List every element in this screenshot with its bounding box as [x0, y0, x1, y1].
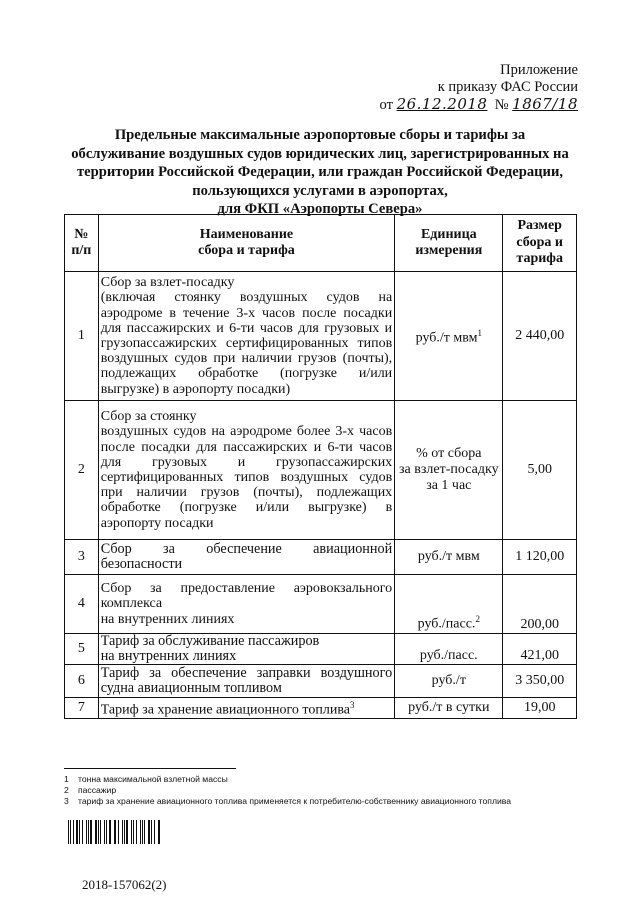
table-row: [65, 540, 577, 575]
row-name-l1: Тариф за обслуживание пассажиров: [100, 633, 320, 649]
appendix-line1: Приложение: [500, 62, 578, 78]
footnote-number: 3: [64, 796, 69, 807]
row-unit-l2: за взлет-посадку: [399, 462, 499, 477]
header-name: [98, 215, 395, 272]
barcode-bar: [115, 820, 116, 844]
barcode-bar: [131, 820, 132, 844]
row-unit: руб./т в сутки: [395, 698, 503, 719]
footnote-text: тонна максимальной взлетной массы: [78, 774, 228, 784]
row-unit-l1: % от сбора: [416, 446, 482, 461]
header-num: [65, 215, 99, 272]
header-name-l2: сбора и тарифа: [198, 243, 295, 258]
barcode-bar: [154, 820, 155, 844]
title-line4: пользующихся услугами в аэропортах,: [192, 182, 448, 199]
barcode-bar: [76, 820, 78, 844]
number-prefix: №: [494, 97, 509, 113]
barcode-bar: [109, 820, 111, 844]
row-unit: руб./т: [395, 665, 503, 698]
header-value: [503, 215, 577, 272]
header-unit-l1: Единица: [420, 226, 477, 242]
table-header-row: [65, 215, 577, 272]
row-value: 1 120,00: [503, 540, 577, 575]
row-unit: [395, 575, 503, 634]
row-name-title: Сбор за взлет-посадку: [100, 275, 235, 291]
row-number: 2: [65, 401, 99, 540]
footnote-text: тариф за хранение авиационного топлива применяется к потребителю-собственнику авиационного топлива: [78, 796, 512, 807]
row-number: 5: [65, 634, 99, 665]
row-number: 1: [65, 272, 99, 401]
footnote-item: [64, 796, 511, 807]
table-row: [65, 272, 577, 401]
footnote-divider: [64, 768, 236, 769]
row-name: Тариф за обеспечение заправки воздушного судна авиационным топливом: [98, 665, 395, 698]
row-name: [98, 272, 395, 401]
barcode-bar: [98, 820, 99, 844]
footnote-number: 1: [64, 774, 69, 784]
row-unit-l3: за 1 час: [426, 478, 472, 493]
table-row: [65, 575, 577, 634]
row-name-body: воздушных судов на аэродроме более 3-х часов после посадки для пассажирских и 6-ти часов для грузовых и грузопассажирских сертифицированных типов воздушных судов при наличии грузов (почты), подлежащих обработке (погрузке и/или выгрузке) в аэропорту посадки: [100, 424, 393, 531]
barcode-bar: [122, 820, 123, 844]
footnote-ref: 3: [349, 700, 355, 711]
barcode-bar: [104, 820, 105, 844]
row-value: 19,00: [503, 698, 577, 719]
barcode: [68, 820, 162, 844]
row-name: Сбор за обеспечение авиационной безопасности: [98, 540, 395, 575]
row-unit-text: руб./пасс.: [417, 617, 476, 632]
barcode-bar: [90, 820, 91, 844]
barcode-bar: [144, 820, 145, 844]
barcode-bar: [86, 820, 87, 844]
barcode-bar: [118, 820, 119, 844]
header-unit: [395, 215, 503, 272]
header-num-l1: №: [74, 226, 89, 242]
header-name-l1: Наименование: [199, 226, 294, 242]
row-value: 3 350,00: [503, 665, 577, 698]
title-line3: территории Российской Федерации, или граждан Российской Федерации,: [76, 164, 564, 181]
footnotes: [64, 774, 511, 808]
footnote-ref: 2: [475, 614, 480, 625]
footnote-number: 2: [64, 785, 69, 796]
barcode-bar: [114, 820, 115, 844]
barcode-bar: [106, 820, 107, 844]
row-name: [98, 575, 395, 634]
row-value: 421,00: [503, 634, 577, 665]
table-row: [65, 401, 577, 540]
header-value-l1: Размер: [517, 218, 562, 234]
barcode-bar: [95, 820, 97, 844]
row-name-title: Сбор за стоянку: [100, 409, 197, 425]
row-unit: [395, 272, 503, 401]
document-number: 2018-157062(2): [82, 877, 167, 892]
barcode-bar: [140, 820, 141, 844]
row-name-l2: на внутренних линиях: [100, 648, 237, 665]
barcode-bar: [158, 820, 159, 844]
header-unit-l2: измерения: [415, 243, 483, 258]
table-row: [65, 698, 577, 719]
header-num-l2: п/п: [71, 243, 92, 258]
barcode-bar: [79, 820, 80, 844]
barcode-bar: [73, 820, 74, 844]
barcode-bar: [88, 820, 89, 844]
row-name-l1: Сбор за предоставление аэровокзального комплекса: [100, 581, 393, 612]
table-row: [65, 665, 577, 698]
barcode-bar: [142, 820, 143, 844]
title-line5: для ФКП «Аэропорты Севера»: [217, 201, 423, 218]
row-name-l2: на внутренних линиях: [100, 611, 235, 627]
barcode-bar: [136, 820, 137, 844]
title-line2: обслуживание воздушных судов юридических лиц, зарегистрированных на: [71, 145, 569, 162]
appendix-line2: к приказу ФАС России: [437, 79, 578, 95]
footnote-item: [64, 774, 511, 785]
barcode-bar: [68, 820, 69, 844]
row-unit: руб./пасс.: [395, 634, 503, 665]
order-date: 26.12.2018: [396, 95, 488, 113]
barcode-bar: [82, 820, 83, 844]
barcode-bar: [148, 820, 150, 844]
barcode-bar: [151, 820, 152, 844]
row-name: [98, 634, 395, 665]
row-number: 4: [65, 575, 99, 634]
barcode-bar: [133, 820, 134, 844]
header-value-l2: сбора и: [516, 234, 563, 250]
footnote-ref: 1: [477, 328, 482, 339]
row-unit: [395, 401, 503, 540]
row-name: [98, 698, 395, 719]
title-line1: Предельные максимальные аэропортовые сборы и тарифы за: [114, 127, 526, 143]
row-name-text: Тариф за хранение авиационного топлива: [100, 703, 350, 719]
row-value: 5,00: [503, 401, 577, 540]
row-value: 200,00: [503, 575, 577, 634]
row-name: [98, 401, 395, 540]
table-row: [65, 634, 577, 665]
header-value-l3: тарифа: [516, 251, 563, 267]
tariff-table: [64, 214, 577, 719]
barcode-bar: [126, 820, 128, 844]
appendix-date-line: [380, 96, 578, 114]
barcode-bar: [100, 820, 101, 844]
row-unit: руб./т мвм: [395, 540, 503, 575]
barcode-bar: [70, 820, 71, 844]
row-number: 3: [65, 540, 99, 575]
row-number: 6: [65, 665, 99, 698]
appendix-block: [380, 62, 578, 114]
row-name-body: (включая стоянку воздушных судов на аэродроме в течение 3-х часов после посадки для пассажирских и 6-ти часов для грузовых и грузопассажирских сертифицированных типов воздушных судов при наличии грузов (почты), подлежащих обработке (погрузке и/или выгрузке) в аэропорту посадки): [100, 290, 393, 397]
row-number: 7: [65, 698, 99, 719]
footnote-text: пассажир: [78, 785, 117, 796]
row-unit-text: руб./т мвм: [415, 330, 478, 346]
row-value: 2 440,00: [503, 272, 577, 401]
date-prefix: от: [379, 97, 393, 113]
document-title: [60, 126, 580, 219]
footnote-item: [64, 785, 511, 796]
barcode-bar: [124, 820, 125, 844]
barcode-bar: [159, 820, 160, 844]
order-number: 1867/18: [512, 95, 578, 113]
